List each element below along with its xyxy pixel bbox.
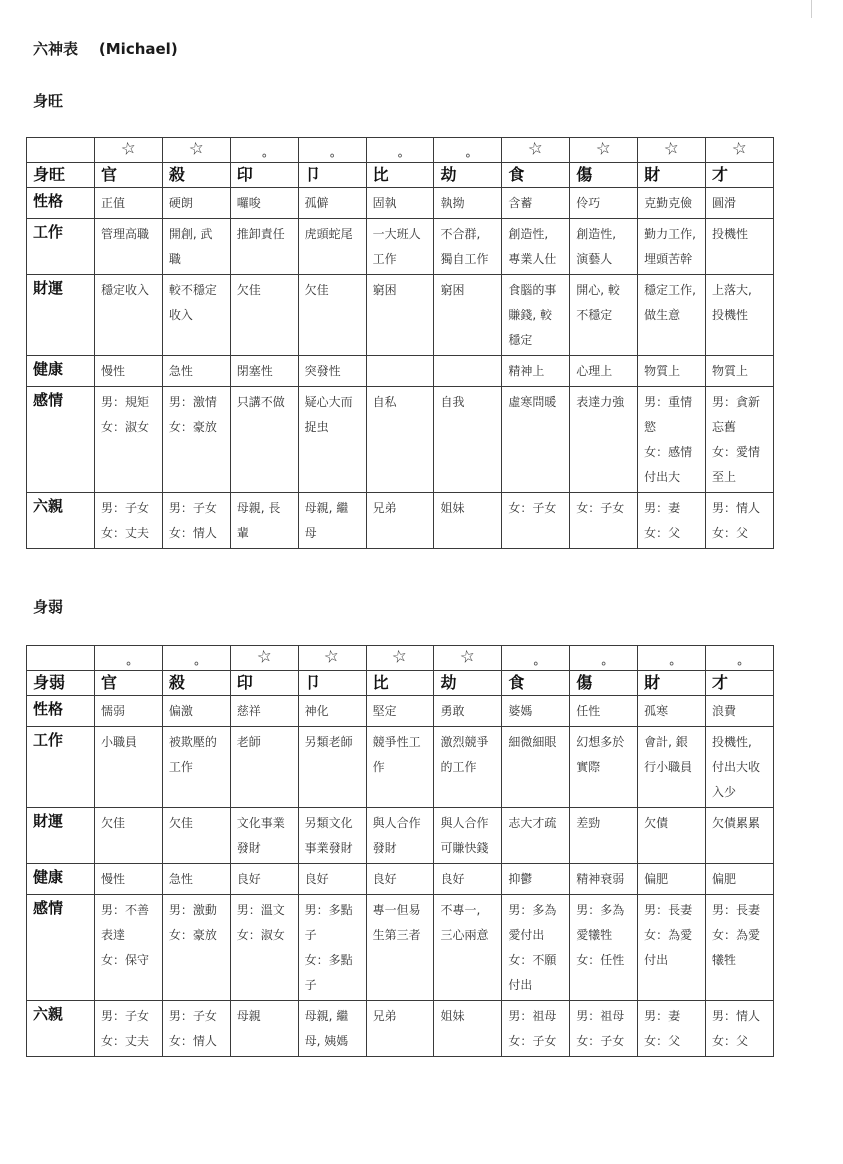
god-header-cell: 劫 — [434, 163, 502, 188]
table-cell: 競爭性工作 — [366, 727, 434, 808]
god-header-cell: 比 — [366, 671, 434, 696]
table-row — [27, 493, 774, 549]
table-cell: 男：子女 女：情人 — [162, 493, 230, 549]
row-label: 六親 — [27, 493, 95, 549]
table-cell: 神化 — [298, 696, 366, 727]
table-cell: 不合群, 獨自工作 — [434, 219, 502, 275]
god-header-cell: 印 — [230, 671, 298, 696]
dot-mark-icon: ˳ — [396, 141, 404, 158]
table-cell: 只講不做 — [230, 387, 298, 493]
table-cell: 母親, 繼母 — [298, 493, 366, 549]
table-cell: 與人合作發財 — [366, 808, 434, 864]
star-mark-icon: ☆ — [186, 137, 206, 161]
table-cell: 男：重情慾 女：感情付出大 — [638, 387, 706, 493]
table-cell: 偏激 — [162, 696, 230, 727]
dot-mark-icon: ˳ — [192, 649, 200, 666]
table-row — [27, 727, 774, 808]
table-cell: 急性 — [162, 356, 230, 387]
mark-cell — [95, 138, 163, 163]
table-cell: 執拗 — [434, 188, 502, 219]
table-cell: 心理上 — [570, 356, 638, 387]
table-cell: 穩定工作, 做生意 — [638, 275, 706, 356]
table-cell: 勤力工作, 埋頭苦幹 — [638, 219, 706, 275]
table-cell: 男：多為愛犧牲 女：任性 — [570, 895, 638, 1001]
god-header-cell: 才 — [706, 163, 774, 188]
table-cell: 慢性 — [95, 864, 163, 895]
table-cell: 懦弱 — [95, 696, 163, 727]
table-cell: 窮困 — [434, 275, 502, 356]
table-cell: 另類老師 — [298, 727, 366, 808]
table-row — [27, 808, 774, 864]
dot-mark-icon: ˳ — [124, 649, 132, 666]
table-cell: 男：子女 女：丈夫 — [95, 1001, 163, 1057]
corner-empty-cell — [27, 646, 95, 671]
row-label: 性格 — [27, 188, 95, 219]
mark-cell — [434, 138, 502, 163]
table-cell: 虛寒問暖 — [502, 387, 570, 493]
table-cell: 固執 — [366, 188, 434, 219]
god-header-cell: 財 — [638, 671, 706, 696]
dot-mark-icon: ˳ — [532, 649, 540, 666]
god-header-cell: 卩 — [298, 163, 366, 188]
table-cell: 偏肥 — [638, 864, 706, 895]
row-label: 健康 — [27, 356, 95, 387]
page-edge-line — [811, 0, 812, 18]
table-cell: 良好 — [366, 864, 434, 895]
row-label: 感情 — [27, 895, 95, 1001]
page-title: 六神表 (Michael) — [33, 40, 178, 58]
table-cell: 不專一, 三心兩意 — [434, 895, 502, 1001]
table-cell: 兄弟 — [366, 493, 434, 549]
table-cell: 急性 — [162, 864, 230, 895]
row-label: 六親 — [27, 1001, 95, 1057]
star-mark-icon: ☆ — [662, 137, 682, 161]
table-row — [27, 219, 774, 275]
table-cell: 欠佳 — [298, 275, 366, 356]
table-cell: 老師 — [230, 727, 298, 808]
table-cell: 姐妹 — [434, 1001, 502, 1057]
table-cell: 慈祥 — [230, 696, 298, 727]
table-cell: 投機性, 付出大收入少 — [706, 727, 774, 808]
mark-cell — [298, 646, 366, 671]
table-cell: 細微細眼 — [502, 727, 570, 808]
table-cell: 圓滑 — [706, 188, 774, 219]
dot-mark-icon: ˳ — [735, 649, 743, 666]
table-cell: 男：溫文 女：淑女 — [230, 895, 298, 1001]
table-cell: 男：子女 女：情人 — [162, 1001, 230, 1057]
god-header-cell: 傷 — [570, 671, 638, 696]
mark-cell — [434, 646, 502, 671]
god-header-cell: 才 — [706, 671, 774, 696]
god-header-cell: 官 — [95, 163, 163, 188]
mark-cell — [230, 138, 298, 163]
star-mark-icon: ☆ — [594, 137, 614, 161]
table-cell: 精神衰弱 — [570, 864, 638, 895]
mark-cell — [570, 138, 638, 163]
table-cell: 伶巧 — [570, 188, 638, 219]
table-cell: 閉塞性 — [230, 356, 298, 387]
mark-cell — [298, 138, 366, 163]
row-label: 財運 — [27, 275, 95, 356]
table-cell: 上落大, 投機性 — [706, 275, 774, 356]
table-cell: 開心, 較不穩定 — [570, 275, 638, 356]
table-cell: 男：規矩 女：淑女 — [95, 387, 163, 493]
table-row — [27, 188, 774, 219]
table-cell: 穩定收入 — [95, 275, 163, 356]
table-cell — [366, 356, 434, 387]
table-cell: 另類文化事業發財 — [298, 808, 366, 864]
table-cell: 良好 — [298, 864, 366, 895]
table-cell: 女：子女 — [570, 493, 638, 549]
table-cell: 堅定 — [366, 696, 434, 727]
god-header-cell: 印 — [230, 163, 298, 188]
table-cell: 含蓄 — [502, 188, 570, 219]
god-header-cell: 食 — [502, 671, 570, 696]
table-cell: 志大才疏 — [502, 808, 570, 864]
table-cell: 創造性, 專業人仕 — [502, 219, 570, 275]
table-cell: 母親, 長輩 — [230, 493, 298, 549]
table-corner-label: 身旺 — [27, 163, 95, 188]
god-header-cell: 殺 — [162, 671, 230, 696]
table-cell: 被欺壓的工作 — [162, 727, 230, 808]
marks-row — [27, 138, 774, 163]
table-cell: 虎頭蛇尾 — [298, 219, 366, 275]
table-cell: 浪費 — [706, 696, 774, 727]
table-cell: 男：不善表達 女：保守 — [95, 895, 163, 1001]
star-mark-icon: ☆ — [118, 137, 138, 161]
table-cell: 正值 — [95, 188, 163, 219]
table-cell: 一大班人工作 — [366, 219, 434, 275]
six-gods-table-strong — [26, 137, 774, 549]
table-cell: 激烈競爭的工作 — [434, 727, 502, 808]
table-cell: 良好 — [434, 864, 502, 895]
table-cell: 專一但易生第三者 — [366, 895, 434, 1001]
mark-cell — [502, 138, 570, 163]
table-cell: 母親 — [230, 1001, 298, 1057]
god-header-cell: 財 — [638, 163, 706, 188]
table-cell: 任性 — [570, 696, 638, 727]
dot-mark-icon: ˳ — [328, 141, 336, 158]
mark-cell — [366, 646, 434, 671]
table-cell: 男：祖母 女：子女 — [570, 1001, 638, 1057]
table-cell: 投機性 — [706, 219, 774, 275]
table-cell: 文化事業發財 — [230, 808, 298, 864]
dot-mark-icon: ˳ — [668, 649, 676, 666]
row-label: 財運 — [27, 808, 95, 864]
table-cell: 欠債 — [638, 808, 706, 864]
table-cell: 男：貪新忘舊 女：愛情至上 — [706, 387, 774, 493]
table-row — [27, 356, 774, 387]
table-cell: 男：情人 女：父 — [706, 1001, 774, 1057]
table-cell: 會計, 銀行小職員 — [638, 727, 706, 808]
table-cell: 慢性 — [95, 356, 163, 387]
table-cell: 欠佳 — [95, 808, 163, 864]
mark-cell — [162, 646, 230, 671]
god-header-cell: 殺 — [162, 163, 230, 188]
table-cell: 差勁 — [570, 808, 638, 864]
god-header-cell: 比 — [366, 163, 434, 188]
table-cell: 推卸責任 — [230, 219, 298, 275]
dot-mark-icon: ˳ — [464, 141, 472, 158]
star-mark-icon: ☆ — [458, 645, 478, 669]
mark-cell — [706, 138, 774, 163]
table-row — [27, 895, 774, 1001]
table-cell: 管理高職 — [95, 219, 163, 275]
table-cell: 囉唆 — [230, 188, 298, 219]
table-cell: 男：妻 女：父 — [638, 1001, 706, 1057]
mark-cell — [366, 138, 434, 163]
row-label: 工作 — [27, 727, 95, 808]
table-cell: 較不穩定收入 — [162, 275, 230, 356]
section-title-weak: 身弱 — [33, 598, 64, 616]
table-cell — [434, 356, 502, 387]
table-row — [27, 387, 774, 493]
table-cell: 良好 — [230, 864, 298, 895]
table-cell: 自我 — [434, 387, 502, 493]
row-label: 性格 — [27, 696, 95, 727]
six-gods-table-weak — [26, 645, 774, 1057]
table-cell: 男：子女 女：丈夫 — [95, 493, 163, 549]
god-header-cell: 食 — [502, 163, 570, 188]
table-cell: 男：激動 女：豪放 — [162, 895, 230, 1001]
table-cell: 物質上 — [706, 356, 774, 387]
table-cell: 孤僻 — [298, 188, 366, 219]
table-cell: 女：子女 — [502, 493, 570, 549]
star-mark-icon: ☆ — [390, 645, 410, 669]
table-cell: 幻想多於實際 — [570, 727, 638, 808]
mark-cell — [638, 138, 706, 163]
table-cell: 男：妻 女：父 — [638, 493, 706, 549]
table-cell: 男：情人 女：父 — [706, 493, 774, 549]
section-title-strong: 身旺 — [33, 92, 64, 110]
row-label: 感情 — [27, 387, 95, 493]
table-cell: 男：長妻 女：為愛付出 — [638, 895, 706, 1001]
table-cell: 創造性, 演藝人 — [570, 219, 638, 275]
table-corner-label: 身弱 — [27, 671, 95, 696]
row-label: 工作 — [27, 219, 95, 275]
table-cell: 食腦的事賺錢, 較穩定 — [502, 275, 570, 356]
table-cell: 抑鬱 — [502, 864, 570, 895]
table-row — [27, 275, 774, 356]
mark-cell — [95, 646, 163, 671]
table-cell: 男：多點子 女：多點子 — [298, 895, 366, 1001]
table-row — [27, 696, 774, 727]
dot-mark-icon: ˳ — [260, 141, 268, 158]
table-cell: 小職員 — [95, 727, 163, 808]
table-cell: 克勤克儉 — [638, 188, 706, 219]
gods-header-row — [27, 671, 774, 696]
mark-cell — [570, 646, 638, 671]
god-header-cell: 劫 — [434, 671, 502, 696]
table-cell: 開創, 武職 — [162, 219, 230, 275]
god-header-cell: 傷 — [570, 163, 638, 188]
table-cell: 姐妹 — [434, 493, 502, 549]
star-mark-icon: ☆ — [729, 137, 749, 161]
marks-row — [27, 646, 774, 671]
mark-cell — [706, 646, 774, 671]
table-cell: 硬朗 — [162, 188, 230, 219]
gods-header-row — [27, 163, 774, 188]
star-mark-icon: ☆ — [322, 645, 342, 669]
table-cell: 男：激情 女：豪放 — [162, 387, 230, 493]
table-cell: 男：長妻 女：為愛犧牲 — [706, 895, 774, 1001]
god-header-cell: 官 — [95, 671, 163, 696]
table-cell: 勇敢 — [434, 696, 502, 727]
table-cell: 物質上 — [638, 356, 706, 387]
table-cell: 欠債累累 — [706, 808, 774, 864]
table-cell: 疑心大而捉虫 — [298, 387, 366, 493]
corner-empty-cell — [27, 138, 95, 163]
mark-cell — [230, 646, 298, 671]
table-row — [27, 864, 774, 895]
table-cell: 自私 — [366, 387, 434, 493]
table-cell: 欠佳 — [230, 275, 298, 356]
table-row — [27, 1001, 774, 1057]
row-label: 健康 — [27, 864, 95, 895]
table-cell: 精神上 — [502, 356, 570, 387]
table-cell: 孤寒 — [638, 696, 706, 727]
table-cell: 欠佳 — [162, 808, 230, 864]
table-cell: 偏肥 — [706, 864, 774, 895]
god-header-cell: 卩 — [298, 671, 366, 696]
table-cell: 婆媽 — [502, 696, 570, 727]
table-cell: 與人合作可賺快錢 — [434, 808, 502, 864]
dot-mark-icon: ˳ — [600, 649, 608, 666]
table-cell: 母親, 繼母, 姨媽 — [298, 1001, 366, 1057]
table-cell: 表達力強 — [570, 387, 638, 493]
table-cell: 兄弟 — [366, 1001, 434, 1057]
table-cell: 男：多為愛付出 女：不願付出 — [502, 895, 570, 1001]
star-mark-icon: ☆ — [254, 645, 274, 669]
mark-cell — [502, 646, 570, 671]
mark-cell — [638, 646, 706, 671]
star-mark-icon: ☆ — [526, 137, 546, 161]
mark-cell — [162, 138, 230, 163]
table-cell: 突發性 — [298, 356, 366, 387]
table-cell: 男：祖母 女：子女 — [502, 1001, 570, 1057]
table-cell: 窮困 — [366, 275, 434, 356]
